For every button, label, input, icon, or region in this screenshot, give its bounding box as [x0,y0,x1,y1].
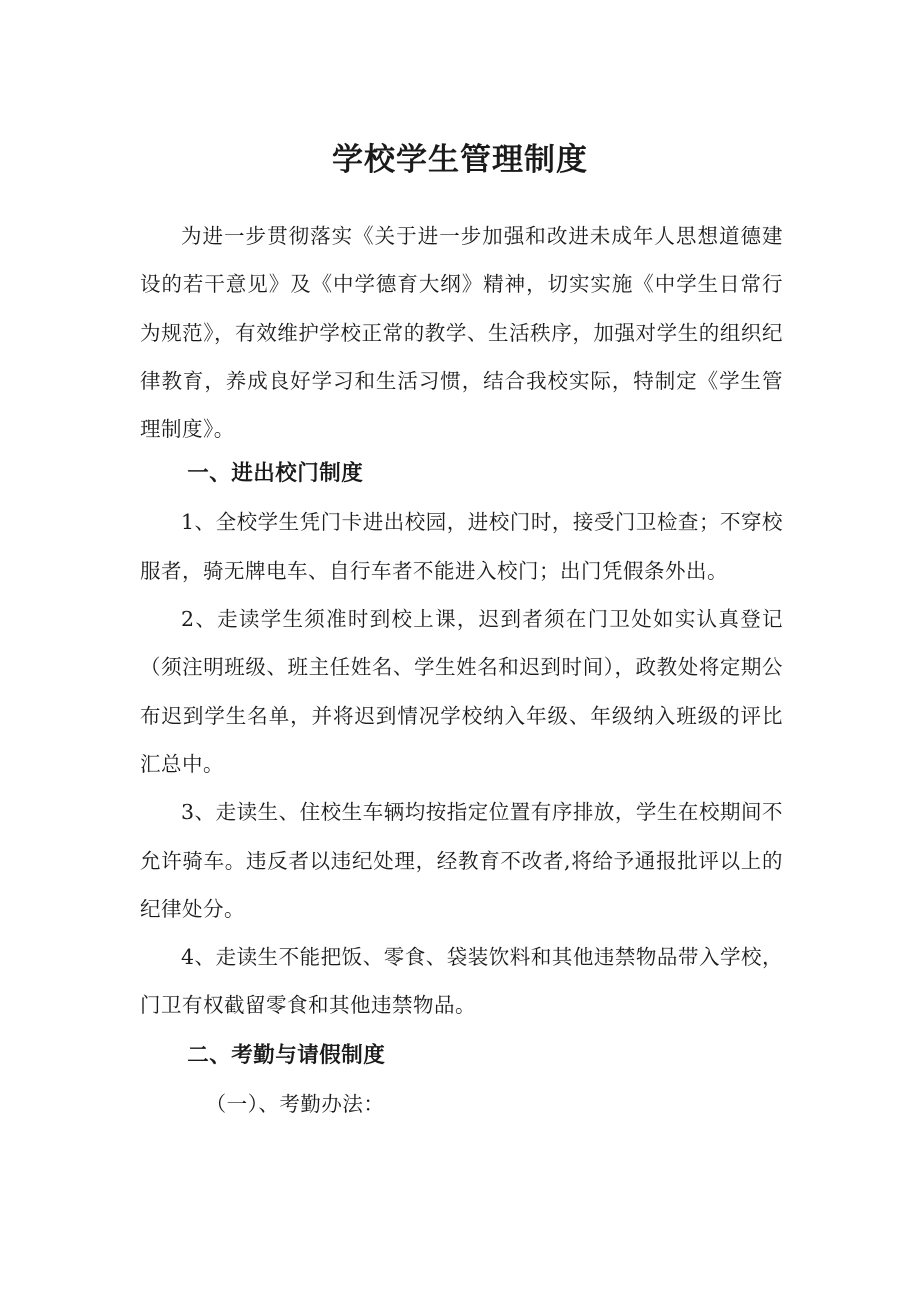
document-body [140,212,783,1120]
entrance-rule-2: 2、走读学生须准时到校上课，迟到者须在门卫处如实认真登记（须注明班级、班主任姓名、学生姓名和迟到时间），政教处将定期公布迟到学生名单，并将迟到情况学校纳入年级、年级纳入班级的评比汇总中。 [140,607,783,776]
document-title: 学校学生管理制度 [332,142,588,178]
entrance-rule-3: 3、走读生、住校生车辆均按指定位置有序排放，学生在校期间不允许骑车。违反者以违纪处理，经教育不改者,将给予通报批评以上的纪律处分。 [140,800,783,921]
section-heading-attendance: 二、考勤与请假制度 [187,1042,386,1068]
entrance-rule-4: 4、走读生不能把饭、零食、袋装饮料和其他违禁物品带入学校，门卫有权截留零食和其他违禁物品。 [140,945,783,1018]
intro-paragraph: 为进一步贯彻落实《关于进一步加强和改进未成年人思想道德建设的若干意见》及《中学德育大纲》精神，切实实施《中学生日常行为规范》，有效维护学校正常的教学、生活秩序，加强对学生的组织纪律教育，养成良好学习和生活习惯，结合我校实际，特制定《学生管理制度》。 [140,224,783,442]
attendance-subheading: （一）、考勤办法： [205,1091,385,1116]
section-heading-entrance: 一、进出校门制度 [187,461,364,487]
entrance-rule-1: 1、全校学生凭门卡进出校园，进校门时，接受门卫检查；不穿校服者，骑无牌电车、自行车者不能进入校门；出门凭假条外出。 [140,510,783,583]
